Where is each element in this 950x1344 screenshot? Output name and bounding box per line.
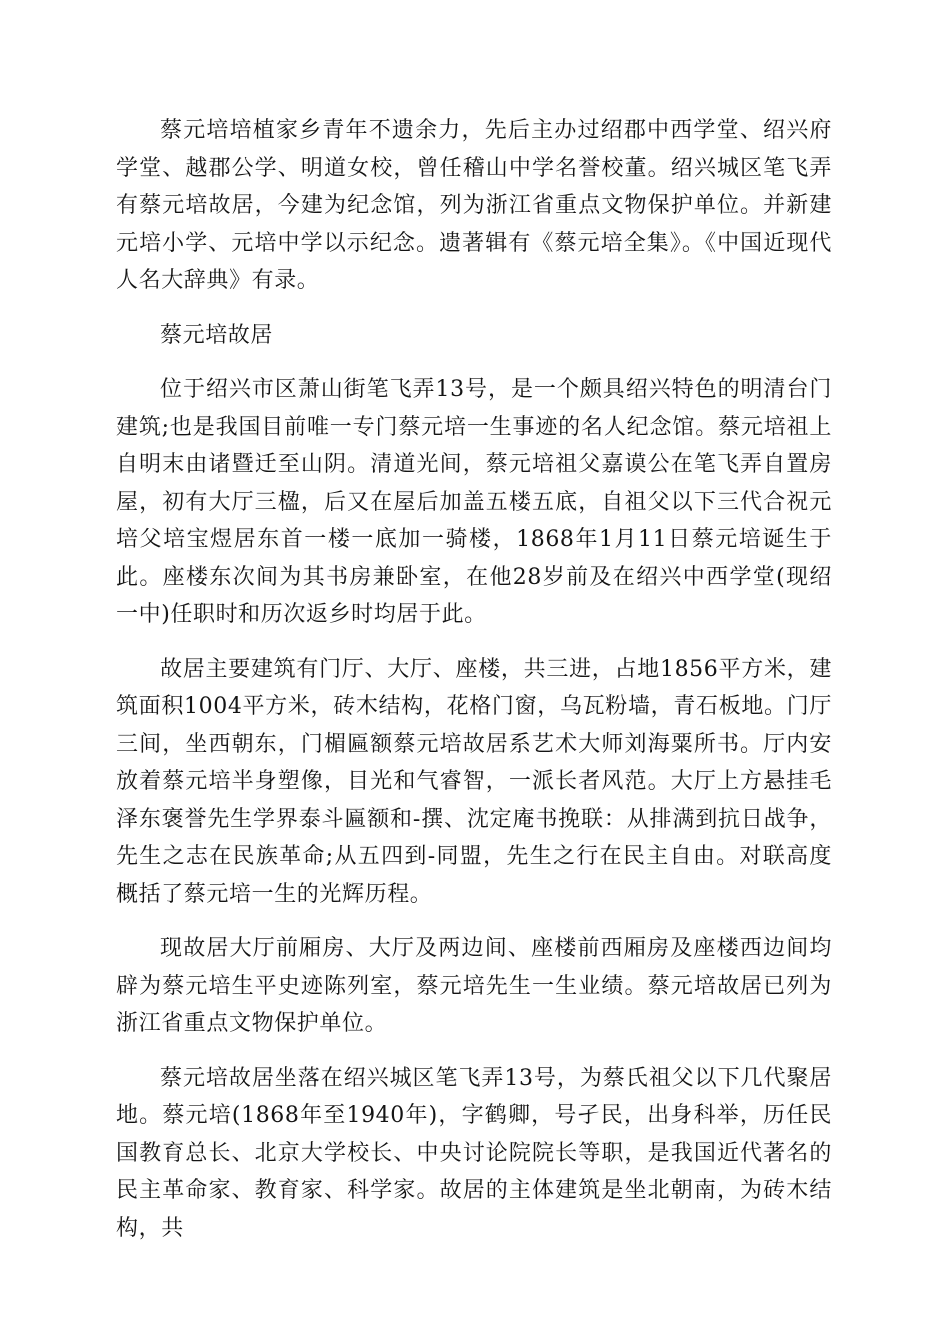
paragraph-residence-location: 位于绍兴市区萧山街笔飞弄13号，是一个颇具绍兴特色的明清台门建筑;也是我国目前唯一专门蔡元培一生事迹的名人纪念馆。蔡元培祖上自明末由诸暨迁至山阴。清道光间，蔡元培祖父嘉谟公在笔飞弄自置房屋，初有大厅三楹，后又在屋后加盖五楼五底，自祖父以下三代合祝元培父培宝煜居东首一楼一底加一骑楼，1868年1月11日蔡元培诞生于此。座楼东次间为其书房兼卧室，在他28岁前及在绍兴中西学堂(现绍一中)任职时和历次返乡时均居于此。: [116, 377, 832, 627]
document-body: [116, 112, 832, 1264]
paragraph-school-contributions: 蔡元培培植家乡青年不遗余力，先后主办过绍郡中西学堂、绍兴府学堂、越郡公学、明道女校，曾任稽山中学名誉校董。绍兴城区笔飞弄有蔡元培故居，今建为纪念馆，列为浙江省重点文物保护单位。并新建元培小学、元培中学以示纪念。遗著辑有《蔡元培全集》。《中国近现代人名大辞典》有录。: [116, 118, 832, 293]
paragraph-residence-architecture: 故居主要建筑有门厅、大厅、座楼，共三进，占地1856平方米，建筑面积1004平方米，砖木结构，花格门窗，乌瓦粉墙，青石板地。门厅三间，坐西朝东，门楣匾额蔡元培故居系艺术大师刘海粟所书。厅内安放着蔡元培半身塑像，目光和气睿智，一派长者风范。大厅上方悬挂毛泽东褒誉先生学界泰斗匾额和-撰、沈定庵书挽联：从排满到抗日战争，先生之志在民族革命;从五四到-同盟，先生之行在民主自由。对联高度概括了蔡元培一生的光辉历程。: [116, 656, 832, 907]
paragraph-exhibition-rooms: 现故居大厅前厢房、大厅及两边间、座楼前西厢房及座楼西边间均辟为蔡元培生平史迹陈列室，蔡元培先生一生业绩。蔡元培故居已列为浙江省重点文物保护单位。: [116, 936, 832, 1036]
paragraph-residence-overview: 蔡元培故居坐落在绍兴城区笔飞弄13号，为蔡氏祖父以下几代聚居地。蔡元培(1868年至1940年)，字鹤卿，号孑民，出身科举，历任民国教育总长、北京大学校长、中央讨论院院长等职，是我国近代著名的民主革命家、教育家、科学家。故居的主体建筑是坐北朝南，为砖木结构，共: [116, 1065, 832, 1241]
section-heading-former-residence: 蔡元培故居: [160, 322, 274, 348]
